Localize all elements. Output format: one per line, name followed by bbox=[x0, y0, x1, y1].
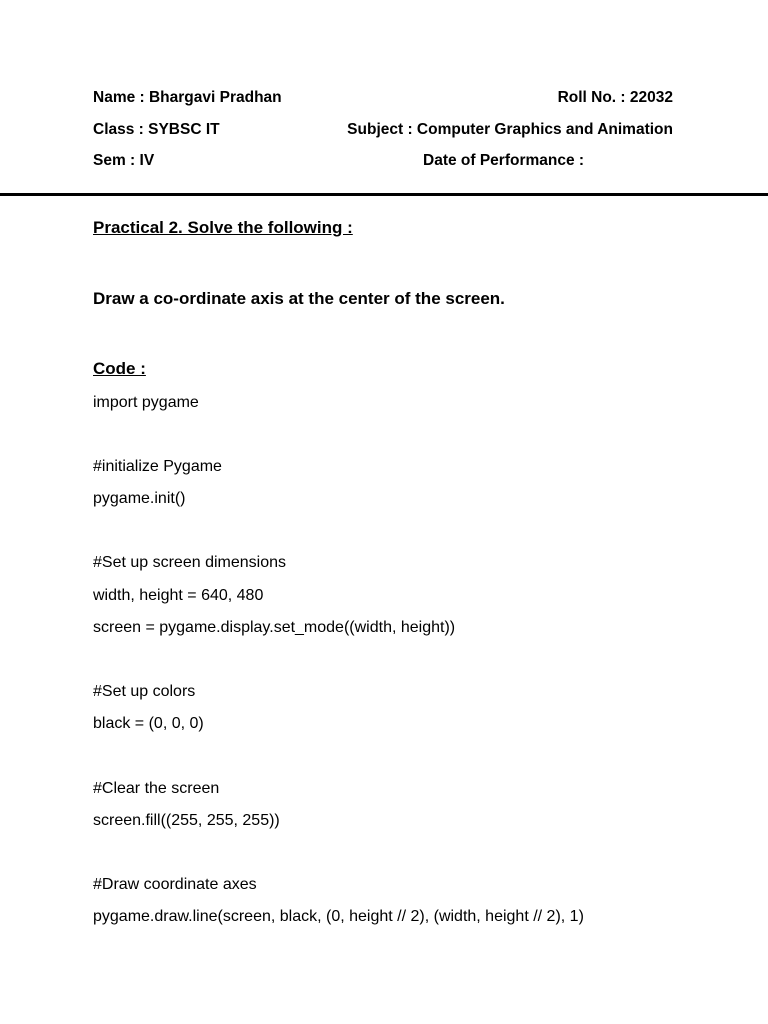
practical-title: Practical 2. Solve the following : bbox=[93, 218, 353, 237]
code-line: #Set up screen dimensions bbox=[93, 554, 286, 571]
roll-number: Roll No. : 22032 bbox=[557, 89, 673, 106]
task-statement: Draw a co-ordinate axis at the center of the screen. bbox=[93, 289, 505, 308]
code-line: #Set up colors bbox=[93, 683, 196, 700]
code-heading: Code : bbox=[93, 359, 146, 378]
subject-label: Subject : Computer Graphics and Animation bbox=[347, 121, 673, 138]
header-divider bbox=[0, 193, 768, 196]
code-line: pygame.init() bbox=[93, 490, 186, 507]
date-of-performance-label: Date of Performance : bbox=[423, 152, 585, 169]
code-line: import pygame bbox=[93, 394, 199, 411]
code-line: black = (0, 0, 0) bbox=[93, 715, 204, 732]
code-line: pygame.draw.line(screen, black, (0, height // 2), (width, height // 2), 1) bbox=[93, 908, 584, 925]
code-line: screen = pygame.display.set_mode((width, height)) bbox=[93, 619, 456, 636]
student-name: Name : Bhargavi Pradhan bbox=[93, 89, 282, 106]
code-line: #Draw coordinate axes bbox=[93, 876, 257, 893]
code-line: width, height = 640, 480 bbox=[93, 587, 264, 604]
semester-label: Sem : IV bbox=[93, 152, 155, 169]
code-line: #Clear the screen bbox=[93, 780, 220, 797]
code-line: screen.fill((255, 255, 255)) bbox=[93, 812, 280, 829]
class-label: Class : SYBSC IT bbox=[93, 121, 220, 138]
code-line: #initialize Pygame bbox=[93, 458, 222, 475]
